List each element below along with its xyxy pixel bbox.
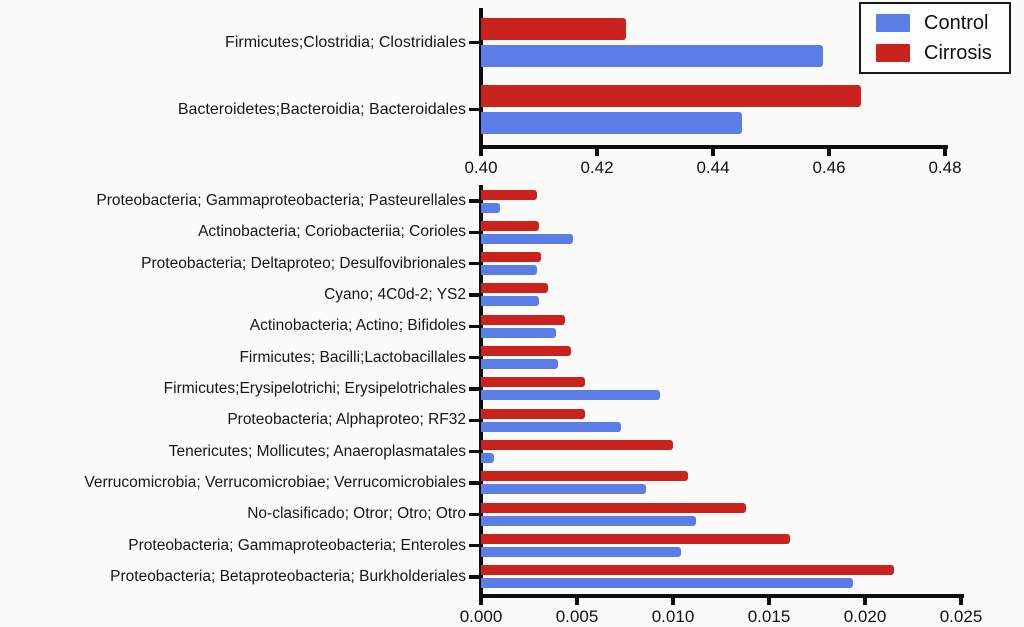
bar-control — [481, 390, 660, 400]
bar-cirrosis — [481, 252, 541, 262]
bar-control — [481, 265, 537, 275]
control-color-swatch — [876, 14, 910, 32]
legend-label-control: Control — [924, 11, 989, 34]
x-axis — [479, 594, 964, 598]
category-label: Cyano; 4C0d-2; YS2 — [324, 285, 466, 303]
bar-control — [481, 578, 853, 588]
category-label: Firmicutes;Clostridia; Clostridiales — [225, 33, 466, 51]
bar-cirrosis — [481, 315, 565, 325]
category-label: Actinobacteria; Coriobacteriia; Corioles — [198, 223, 466, 241]
bar-control — [481, 203, 500, 213]
category-tick — [469, 544, 481, 548]
bar-cirrosis — [481, 409, 585, 419]
bar-cirrosis — [481, 565, 894, 575]
bar-control — [481, 422, 621, 432]
bar-cirrosis — [481, 534, 790, 544]
category-tick — [469, 199, 481, 203]
x-tick-label: 0.42 — [580, 158, 614, 177]
category-label: Proteobacteria; Deltaproteo; Desulfovibrionales — [141, 254, 466, 272]
x-tick-label: 0.000 — [459, 607, 503, 626]
bar-control — [481, 547, 681, 557]
x-axis-tick — [863, 598, 867, 605]
category-tick — [469, 325, 481, 329]
bar-cirrosis — [481, 503, 746, 513]
category-tick — [469, 513, 481, 517]
category-label: Firmicutes; Bacilli;Lactobacillales — [239, 348, 466, 366]
category-tick — [469, 481, 481, 485]
x-tick-label: 0.44 — [696, 158, 730, 177]
category-label: No-clasificado; Otror; Otro; Otro — [247, 505, 466, 523]
bar-control — [481, 359, 558, 369]
category-label: Proteobacteria; Alphaproteo; RF32 — [227, 411, 466, 429]
bar-cirrosis — [481, 471, 688, 481]
bar-cirrosis — [481, 190, 537, 200]
bar-control — [481, 453, 494, 463]
bar-cirrosis — [481, 221, 539, 231]
category-label: Proteobacteria; Gammaproteobacteria; Pasteurellales — [96, 192, 466, 209]
category-label: Actinobacteria; Actino; Bifidoles — [249, 317, 466, 335]
bar-cirrosis — [481, 440, 673, 450]
x-tick-label: 0.015 — [747, 607, 791, 626]
cirrosis-color-swatch — [876, 44, 910, 62]
category-label: Proteobacteria; Betaproteobacteria; Burkholderiales — [110, 567, 466, 585]
bar-control — [481, 328, 556, 338]
category-label: Verrucomicrobia; Verrucomicrobiae; Verrucomicrobiales — [84, 473, 466, 491]
x-axis-tick — [671, 598, 675, 605]
category-label: Firmicutes;Erysipelotrichi; Erysipelotrichales — [163, 379, 466, 397]
category-tick — [469, 293, 481, 297]
x-tick-label: 0.46 — [812, 158, 846, 177]
legend — [859, 2, 1011, 74]
x-tick-label: 0.010 — [651, 607, 695, 626]
category-tick — [469, 450, 481, 454]
bar-cirrosis — [481, 377, 585, 387]
x-tick-label: 0.005 — [555, 607, 599, 626]
category-tick — [469, 387, 481, 391]
bar-control — [481, 484, 646, 494]
category-tick — [469, 231, 481, 235]
x-tick-label: 0.40 — [464, 158, 498, 177]
x-axis-tick — [959, 598, 963, 605]
bar-control — [481, 296, 539, 306]
x-axis-tick — [575, 598, 579, 605]
x-tick-label: 0.020 — [843, 607, 887, 626]
bar-control — [481, 234, 573, 244]
bar-control — [481, 516, 696, 526]
category-label: Proteobacteria; Gammaproteobacteria; Enteroles — [128, 536, 466, 554]
category-label: Tenericutes; Mollicutes; Anaeroplasmatales — [168, 442, 466, 460]
bar-cirrosis — [481, 283, 548, 293]
category-tick — [469, 419, 481, 423]
x-tick-label: 0.48 — [928, 158, 962, 177]
bar-cirrosis — [481, 346, 571, 356]
x-axis-tick — [767, 598, 771, 605]
category-tick — [469, 262, 481, 266]
x-tick-label: 0.025 — [939, 607, 983, 626]
category-tick — [469, 356, 481, 360]
category-tick — [469, 575, 481, 579]
legend-item-cirrosis — [876, 42, 1009, 65]
legend-label-cirrosis: Cirrosis — [924, 41, 992, 64]
x-axis-tick — [479, 598, 483, 605]
legend-item-control — [876, 12, 1009, 35]
category-label: Bacteroidetes;Bacteroidia; Bacteroidales — [177, 100, 466, 118]
